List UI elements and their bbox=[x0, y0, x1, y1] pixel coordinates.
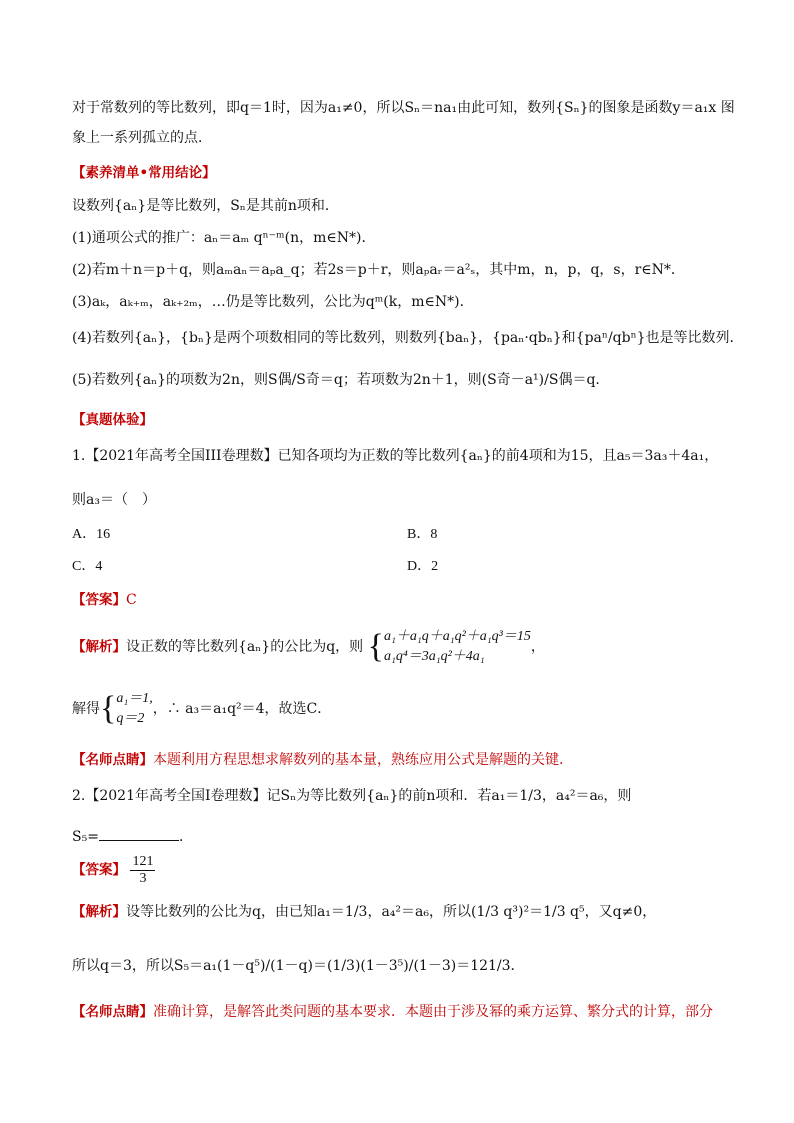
q2-answer-numerator: 121 bbox=[132, 853, 154, 869]
intro-line-1: 对于常数列的等比数列，即q＝1时，因为a₁≠0，所以Sₙ＝na₁由此可知，数列{Sₙ}的图象是函数y＝a₁x 图 bbox=[72, 100, 735, 116]
q1-stem-2: 则a₃＝（ ） bbox=[72, 492, 156, 508]
q2-stem-2-line: S₅= ． bbox=[72, 826, 193, 847]
q2-analysis-2: 所以q＝3，所以S₅＝a₁(1－q⁵)/(1－q)＝(1/3)(1－3⁵)/(1－3)＝121/3． bbox=[72, 958, 525, 974]
q2-comment: 准确计算，是解答此类问题的基本要求．本题由于涉及幂的乘方运算、繁分式的计算，部分 bbox=[153, 1004, 713, 1020]
summary-item-1: (1)通项公式的推广：aₙ＝aₘ qⁿ⁻ᵐ(n，m∈N*)． bbox=[72, 230, 376, 246]
q1-analysis: 设正数的等比数列{aₙ}的公比为q，则 bbox=[126, 639, 364, 655]
q1-comment-line bbox=[72, 750, 563, 770]
q2-analysis-line bbox=[72, 902, 656, 922]
q1-solve-prefix: 解得 bbox=[72, 701, 100, 717]
summary-item-5: (5)若数列{aₙ}的项数为2n，则S偶/S奇＝q；若项数为2n＋1，则(S奇－a¹)/S偶＝q. bbox=[72, 372, 600, 388]
q1-solve-line bbox=[72, 687, 331, 731]
q1-answer-tag: 【答案】 bbox=[72, 592, 126, 608]
q1-solve-eq-2: q＝2 bbox=[116, 711, 145, 726]
q1-option-c: C．4 bbox=[72, 559, 103, 574]
q1-analysis-line: 【解析】设正数的等比数列{aₙ}的公比为q，则 { a₁＋a₁q＋a₁q²＋a₁q³＝15 a₁q⁴＝3a₁q²＋4a₁ ， bbox=[72, 628, 545, 665]
q2-stem-2: S₅= bbox=[72, 829, 99, 845]
summary-item-3: (3)aₖ，aₖ₊ₘ，aₖ₊₂ₘ，…仍是等比数列，公比为qᵐ(k，m∈N*)． bbox=[72, 294, 474, 310]
q2-comment-line bbox=[72, 1002, 713, 1022]
q1-option-d: D．2 bbox=[407, 559, 439, 574]
summary-lead: 设数列{aₙ}是等比数列，Sₙ是其前n项和． bbox=[72, 198, 339, 214]
q1-comment-tag: 【名师点睛】 bbox=[72, 752, 153, 768]
q1-system-eq-1: a₁＋a₁q＋a₁q²＋a₁q³＝15 bbox=[383, 629, 531, 644]
q1-answer-line bbox=[72, 590, 137, 610]
q2-stem: 2.【2021年高考全国I卷理数】记Sₙ为等比数列{aₙ}的前n项和．若a₁＝1/3，a₄²＝a₆，则 bbox=[72, 788, 632, 804]
q2-answer-denominator: 3 bbox=[139, 870, 147, 886]
q1-system-eq-2: a₁q⁴＝3a₁q²＋4a₁ bbox=[383, 649, 485, 664]
q2-analysis-tag: 【解析】 bbox=[72, 904, 126, 920]
q1-option-a: A．16 bbox=[72, 527, 111, 542]
summary-item-4: (4)若数列{aₙ}，{bₙ}是两个项数相同的等比数列，则数列{baₙ}，{paₙ·qbₙ}和{paⁿ/qbⁿ}也是等比数列． bbox=[72, 330, 744, 346]
q1-solve-system bbox=[116, 689, 152, 729]
q1-analysis-tag: 【解析】 bbox=[72, 639, 126, 655]
q1-comment: 本题利用方程思想求解数列的基本量，熟练应用公式是解题的关键. bbox=[153, 752, 564, 768]
section-tag-summary: 【素养清单•常用结论】 bbox=[72, 165, 216, 181]
q1-answer: C bbox=[126, 592, 137, 608]
q1-solve-suffix: ，∴ a₃＝a₁q²＝4，故选C． bbox=[152, 701, 332, 717]
q2-answer-tag: 【答案】 bbox=[72, 862, 126, 878]
intro-line-2: 象上一系列孤立的点． bbox=[72, 130, 212, 146]
q1-system bbox=[384, 627, 531, 667]
summary-item-2: (2)若m＋n＝p＋q，则aₘaₙ＝aₚa_q；若2s＝p＋r，则aₚaᵣ＝a²ₛ，其中m，n，p，q，s，r∈N*． bbox=[72, 262, 685, 278]
q1-solve-eq-1: a₁＝1, bbox=[116, 691, 153, 706]
q1-stem: 1.【2021年高考全国III卷理数】已知各项均为正数的等比数列{aₙ}的前4项和为15，且a₅＝3a₃＋4a₁， bbox=[72, 448, 719, 464]
q2-answer-fraction bbox=[130, 854, 155, 887]
section-tag-exam: 【真题体验】 bbox=[72, 412, 153, 428]
q1-system-brace: { bbox=[367, 628, 384, 665]
q1-option-b: B．8 bbox=[407, 527, 438, 542]
q1-solve-brace: { bbox=[100, 690, 117, 727]
q2-answer-line bbox=[72, 850, 155, 890]
q2-comment-tag: 【名师点睛】 bbox=[72, 1004, 153, 1020]
q2-analysis: 设等比数列的公比为q，由已知a₁＝1/3，a₄²＝a₆，所以(1/3 q³)²＝1/3 q⁵，又q≠0， bbox=[126, 904, 657, 920]
q2-answer-blank bbox=[99, 826, 179, 841]
